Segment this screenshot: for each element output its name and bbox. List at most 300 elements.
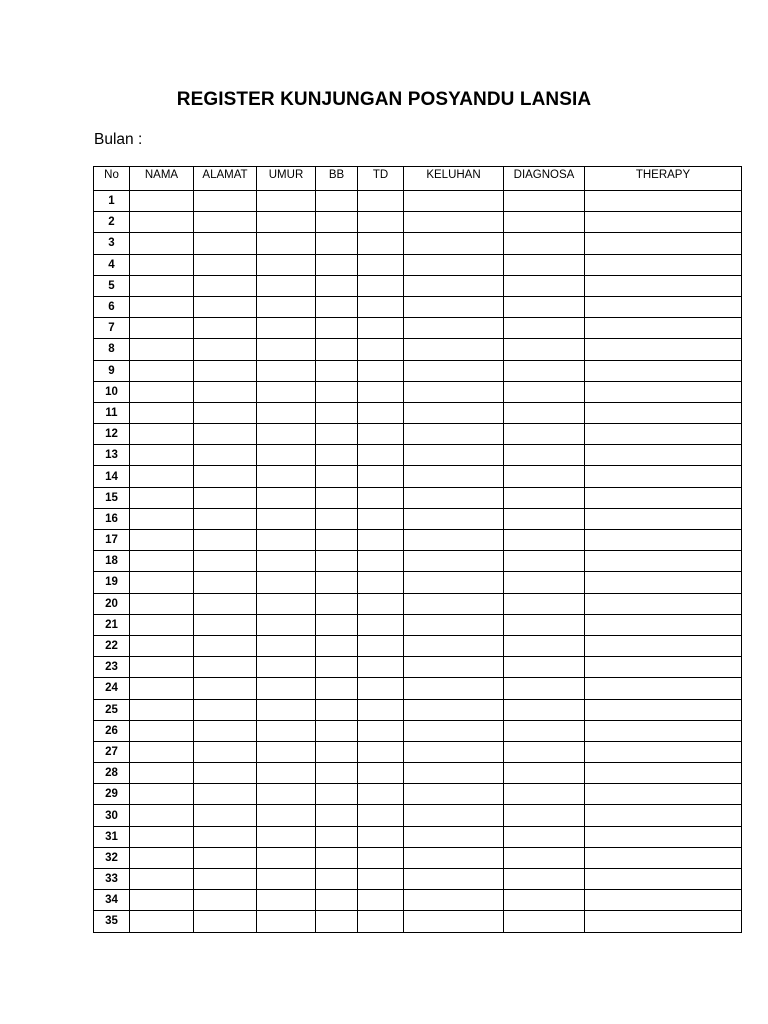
cell-keluhan: [404, 699, 504, 720]
cell-bb: [316, 233, 358, 254]
cell-td: [358, 614, 404, 635]
cell-bb: [316, 551, 358, 572]
table-row: [94, 318, 742, 339]
cell-td: [358, 360, 404, 381]
row-number: 17: [94, 530, 130, 551]
row-number: 16: [94, 508, 130, 529]
cell-therapy: [585, 212, 742, 233]
column-header-td: TD: [358, 167, 404, 191]
cell-diagnosa: [504, 678, 585, 699]
cell-umur: [257, 784, 316, 805]
cell-nama: [130, 657, 194, 678]
cell-alamat: [194, 890, 257, 911]
table-row: [94, 508, 742, 529]
cell-bb: [316, 826, 358, 847]
cell-td: [358, 381, 404, 402]
cell-umur: [257, 233, 316, 254]
cell-diagnosa: [504, 339, 585, 360]
cell-therapy: [585, 339, 742, 360]
cell-keluhan: [404, 508, 504, 529]
cell-therapy: [585, 572, 742, 593]
table-row: [94, 572, 742, 593]
cell-bb: [316, 572, 358, 593]
cell-umur: [257, 826, 316, 847]
row-number: 4: [94, 254, 130, 275]
table-row: [94, 614, 742, 635]
cell-umur: [257, 424, 316, 445]
cell-alamat: [194, 699, 257, 720]
cell-alamat: [194, 614, 257, 635]
row-number: 31: [94, 826, 130, 847]
row-number: 34: [94, 890, 130, 911]
row-number: 27: [94, 741, 130, 762]
cell-diagnosa: [504, 466, 585, 487]
cell-keluhan: [404, 233, 504, 254]
cell-bb: [316, 784, 358, 805]
cell-bb: [316, 296, 358, 317]
cell-bb: [316, 275, 358, 296]
cell-td: [358, 275, 404, 296]
cell-umur: [257, 530, 316, 551]
cell-nama: [130, 890, 194, 911]
cell-therapy: [585, 593, 742, 614]
cell-td: [358, 678, 404, 699]
cell-td: [358, 784, 404, 805]
cell-keluhan: [404, 551, 504, 572]
cell-bb: [316, 445, 358, 466]
cell-therapy: [585, 911, 742, 932]
cell-nama: [130, 635, 194, 656]
cell-td: [358, 508, 404, 529]
cell-bb: [316, 593, 358, 614]
cell-bb: [316, 657, 358, 678]
table-row: [94, 530, 742, 551]
cell-nama: [130, 487, 194, 508]
cell-keluhan: [404, 275, 504, 296]
cell-keluhan: [404, 784, 504, 805]
cell-umur: [257, 572, 316, 593]
cell-therapy: [585, 381, 742, 402]
table-row: [94, 339, 742, 360]
cell-alamat: [194, 826, 257, 847]
row-number: 22: [94, 635, 130, 656]
row-number: 33: [94, 869, 130, 890]
table-row: [94, 805, 742, 826]
row-number: 15: [94, 487, 130, 508]
column-header-nama: NAMA: [130, 167, 194, 191]
column-header-alamat: ALAMAT: [194, 167, 257, 191]
cell-diagnosa: [504, 360, 585, 381]
cell-nama: [130, 720, 194, 741]
cell-nama: [130, 296, 194, 317]
column-header-umur: UMUR: [257, 167, 316, 191]
row-number: 10: [94, 381, 130, 402]
row-number: 3: [94, 233, 130, 254]
cell-alamat: [194, 296, 257, 317]
cell-diagnosa: [504, 572, 585, 593]
cell-therapy: [585, 847, 742, 868]
cell-nama: [130, 847, 194, 868]
cell-alamat: [194, 191, 257, 212]
cell-nama: [130, 614, 194, 635]
cell-td: [358, 424, 404, 445]
cell-diagnosa: [504, 275, 585, 296]
cell-therapy: [585, 402, 742, 423]
row-number: 12: [94, 424, 130, 445]
table-row: [94, 741, 742, 762]
cell-keluhan: [404, 869, 504, 890]
cell-td: [358, 296, 404, 317]
row-number: 28: [94, 763, 130, 784]
cell-umur: [257, 381, 316, 402]
table-row: [94, 847, 742, 868]
cell-td: [358, 212, 404, 233]
cell-td: [358, 191, 404, 212]
cell-keluhan: [404, 466, 504, 487]
row-number: 25: [94, 699, 130, 720]
row-number: 2: [94, 212, 130, 233]
cell-td: [358, 763, 404, 784]
cell-umur: [257, 657, 316, 678]
cell-therapy: [585, 275, 742, 296]
cell-diagnosa: [504, 847, 585, 868]
cell-therapy: [585, 487, 742, 508]
month-label: Bulan :: [94, 131, 143, 148]
row-number: 35: [94, 911, 130, 932]
cell-bb: [316, 911, 358, 932]
cell-diagnosa: [504, 593, 585, 614]
cell-umur: [257, 911, 316, 932]
cell-td: [358, 847, 404, 868]
cell-umur: [257, 445, 316, 466]
cell-keluhan: [404, 805, 504, 826]
cell-keluhan: [404, 381, 504, 402]
cell-keluhan: [404, 890, 504, 911]
row-number: 11: [94, 402, 130, 423]
cell-alamat: [194, 678, 257, 699]
cell-alamat: [194, 572, 257, 593]
cell-therapy: [585, 508, 742, 529]
table-row: [94, 593, 742, 614]
row-number: 26: [94, 720, 130, 741]
cell-umur: [257, 275, 316, 296]
table-row: [94, 402, 742, 423]
cell-therapy: [585, 635, 742, 656]
table-row: [94, 233, 742, 254]
cell-diagnosa: [504, 487, 585, 508]
cell-umur: [257, 869, 316, 890]
cell-td: [358, 593, 404, 614]
table-row: [94, 212, 742, 233]
row-number: 6: [94, 296, 130, 317]
cell-therapy: [585, 445, 742, 466]
cell-alamat: [194, 424, 257, 445]
column-header-diagnosa: DIAGNOSA: [504, 167, 585, 191]
row-number: 23: [94, 657, 130, 678]
cell-td: [358, 318, 404, 339]
cell-diagnosa: [504, 869, 585, 890]
cell-keluhan: [404, 614, 504, 635]
column-header-therapy: THERAPY: [585, 167, 742, 191]
cell-diagnosa: [504, 233, 585, 254]
cell-td: [358, 826, 404, 847]
cell-bb: [316, 720, 358, 741]
cell-bb: [316, 869, 358, 890]
cell-umur: [257, 212, 316, 233]
cell-keluhan: [404, 572, 504, 593]
cell-bb: [316, 699, 358, 720]
cell-td: [358, 699, 404, 720]
cell-td: [358, 551, 404, 572]
cell-bb: [316, 847, 358, 868]
table-row: [94, 720, 742, 741]
cell-alamat: [194, 360, 257, 381]
table-row: [94, 551, 742, 572]
cell-bb: [316, 890, 358, 911]
cell-nama: [130, 911, 194, 932]
cell-umur: [257, 466, 316, 487]
cell-diagnosa: [504, 614, 585, 635]
header-row: [94, 167, 742, 191]
cell-keluhan: [404, 487, 504, 508]
cell-nama: [130, 530, 194, 551]
row-number: 18: [94, 551, 130, 572]
cell-keluhan: [404, 530, 504, 551]
cell-therapy: [585, 360, 742, 381]
table-row: [94, 869, 742, 890]
cell-td: [358, 572, 404, 593]
cell-umur: [257, 720, 316, 741]
cell-umur: [257, 339, 316, 360]
cell-keluhan: [404, 763, 504, 784]
cell-td: [358, 869, 404, 890]
cell-nama: [130, 191, 194, 212]
cell-nama: [130, 805, 194, 826]
cell-umur: [257, 191, 316, 212]
cell-diagnosa: [504, 530, 585, 551]
row-number: 32: [94, 847, 130, 868]
column-header-keluhan: KELUHAN: [404, 167, 504, 191]
cell-bb: [316, 254, 358, 275]
cell-alamat: [194, 784, 257, 805]
cell-alamat: [194, 635, 257, 656]
table-body: [94, 191, 742, 933]
cell-bb: [316, 487, 358, 508]
cell-therapy: [585, 678, 742, 699]
row-number: 24: [94, 678, 130, 699]
cell-nama: [130, 360, 194, 381]
cell-nama: [130, 678, 194, 699]
cell-diagnosa: [504, 254, 585, 275]
cell-nama: [130, 763, 194, 784]
table-header: [94, 167, 742, 191]
cell-diagnosa: [504, 191, 585, 212]
table-row: [94, 445, 742, 466]
cell-umur: [257, 890, 316, 911]
column-header-no: No: [94, 167, 130, 191]
table-row: [94, 360, 742, 381]
cell-alamat: [194, 233, 257, 254]
cell-nama: [130, 233, 194, 254]
cell-keluhan: [404, 296, 504, 317]
cell-diagnosa: [504, 763, 585, 784]
cell-umur: [257, 296, 316, 317]
cell-keluhan: [404, 254, 504, 275]
cell-td: [358, 657, 404, 678]
cell-alamat: [194, 445, 257, 466]
cell-bb: [316, 763, 358, 784]
cell-diagnosa: [504, 318, 585, 339]
cell-bb: [316, 508, 358, 529]
cell-keluhan: [404, 191, 504, 212]
cell-keluhan: [404, 826, 504, 847]
cell-bb: [316, 360, 358, 381]
cell-nama: [130, 784, 194, 805]
cell-therapy: [585, 466, 742, 487]
cell-bb: [316, 614, 358, 635]
table-row: [94, 678, 742, 699]
cell-therapy: [585, 720, 742, 741]
cell-td: [358, 254, 404, 275]
cell-keluhan: [404, 635, 504, 656]
cell-bb: [316, 339, 358, 360]
table-row: [94, 784, 742, 805]
cell-alamat: [194, 657, 257, 678]
cell-alamat: [194, 720, 257, 741]
cell-therapy: [585, 424, 742, 445]
cell-nama: [130, 381, 194, 402]
cell-umur: [257, 699, 316, 720]
cell-therapy: [585, 826, 742, 847]
cell-alamat: [194, 763, 257, 784]
table-row: [94, 657, 742, 678]
cell-therapy: [585, 530, 742, 551]
cell-diagnosa: [504, 890, 585, 911]
cell-bb: [316, 381, 358, 402]
cell-keluhan: [404, 657, 504, 678]
cell-diagnosa: [504, 657, 585, 678]
table-row: [94, 763, 742, 784]
cell-therapy: [585, 890, 742, 911]
row-number: 13: [94, 445, 130, 466]
cell-nama: [130, 212, 194, 233]
cell-td: [358, 402, 404, 423]
cell-td: [358, 890, 404, 911]
cell-bb: [316, 530, 358, 551]
cell-umur: [257, 741, 316, 762]
cell-keluhan: [404, 424, 504, 445]
cell-nama: [130, 424, 194, 445]
cell-therapy: [585, 254, 742, 275]
cell-td: [358, 233, 404, 254]
cell-diagnosa: [504, 635, 585, 656]
cell-bb: [316, 635, 358, 656]
cell-keluhan: [404, 445, 504, 466]
cell-diagnosa: [504, 508, 585, 529]
table-row: [94, 487, 742, 508]
cell-td: [358, 445, 404, 466]
cell-nama: [130, 466, 194, 487]
row-number: 1: [94, 191, 130, 212]
row-number: 29: [94, 784, 130, 805]
cell-nama: [130, 826, 194, 847]
cell-umur: [257, 614, 316, 635]
cell-bb: [316, 318, 358, 339]
table-row: [94, 699, 742, 720]
cell-bb: [316, 741, 358, 762]
cell-diagnosa: [504, 784, 585, 805]
register-table: [93, 166, 742, 933]
cell-alamat: [194, 593, 257, 614]
cell-td: [358, 911, 404, 932]
cell-umur: [257, 360, 316, 381]
table-row: [94, 911, 742, 932]
cell-therapy: [585, 763, 742, 784]
cell-umur: [257, 402, 316, 423]
cell-td: [358, 487, 404, 508]
cell-bb: [316, 466, 358, 487]
cell-therapy: [585, 191, 742, 212]
cell-alamat: [194, 741, 257, 762]
cell-td: [358, 466, 404, 487]
cell-nama: [130, 318, 194, 339]
row-number: 7: [94, 318, 130, 339]
cell-nama: [130, 275, 194, 296]
cell-alamat: [194, 318, 257, 339]
cell-therapy: [585, 741, 742, 762]
cell-keluhan: [404, 339, 504, 360]
cell-umur: [257, 635, 316, 656]
cell-td: [358, 530, 404, 551]
row-number: 21: [94, 614, 130, 635]
cell-keluhan: [404, 212, 504, 233]
cell-alamat: [194, 911, 257, 932]
cell-diagnosa: [504, 741, 585, 762]
cell-nama: [130, 593, 194, 614]
row-number: 5: [94, 275, 130, 296]
cell-nama: [130, 572, 194, 593]
cell-bb: [316, 212, 358, 233]
cell-keluhan: [404, 678, 504, 699]
cell-td: [358, 720, 404, 741]
cell-alamat: [194, 869, 257, 890]
cell-nama: [130, 402, 194, 423]
cell-bb: [316, 678, 358, 699]
cell-alamat: [194, 508, 257, 529]
cell-alamat: [194, 847, 257, 868]
cell-nama: [130, 339, 194, 360]
cell-therapy: [585, 784, 742, 805]
cell-nama: [130, 551, 194, 572]
cell-umur: [257, 847, 316, 868]
cell-umur: [257, 551, 316, 572]
cell-alamat: [194, 466, 257, 487]
cell-bb: [316, 805, 358, 826]
cell-diagnosa: [504, 212, 585, 233]
table-row: [94, 191, 742, 212]
cell-keluhan: [404, 847, 504, 868]
cell-therapy: [585, 233, 742, 254]
cell-bb: [316, 424, 358, 445]
cell-alamat: [194, 402, 257, 423]
cell-nama: [130, 869, 194, 890]
row-number: 19: [94, 572, 130, 593]
cell-keluhan: [404, 911, 504, 932]
cell-umur: [257, 593, 316, 614]
cell-alamat: [194, 551, 257, 572]
cell-therapy: [585, 614, 742, 635]
cell-td: [358, 635, 404, 656]
